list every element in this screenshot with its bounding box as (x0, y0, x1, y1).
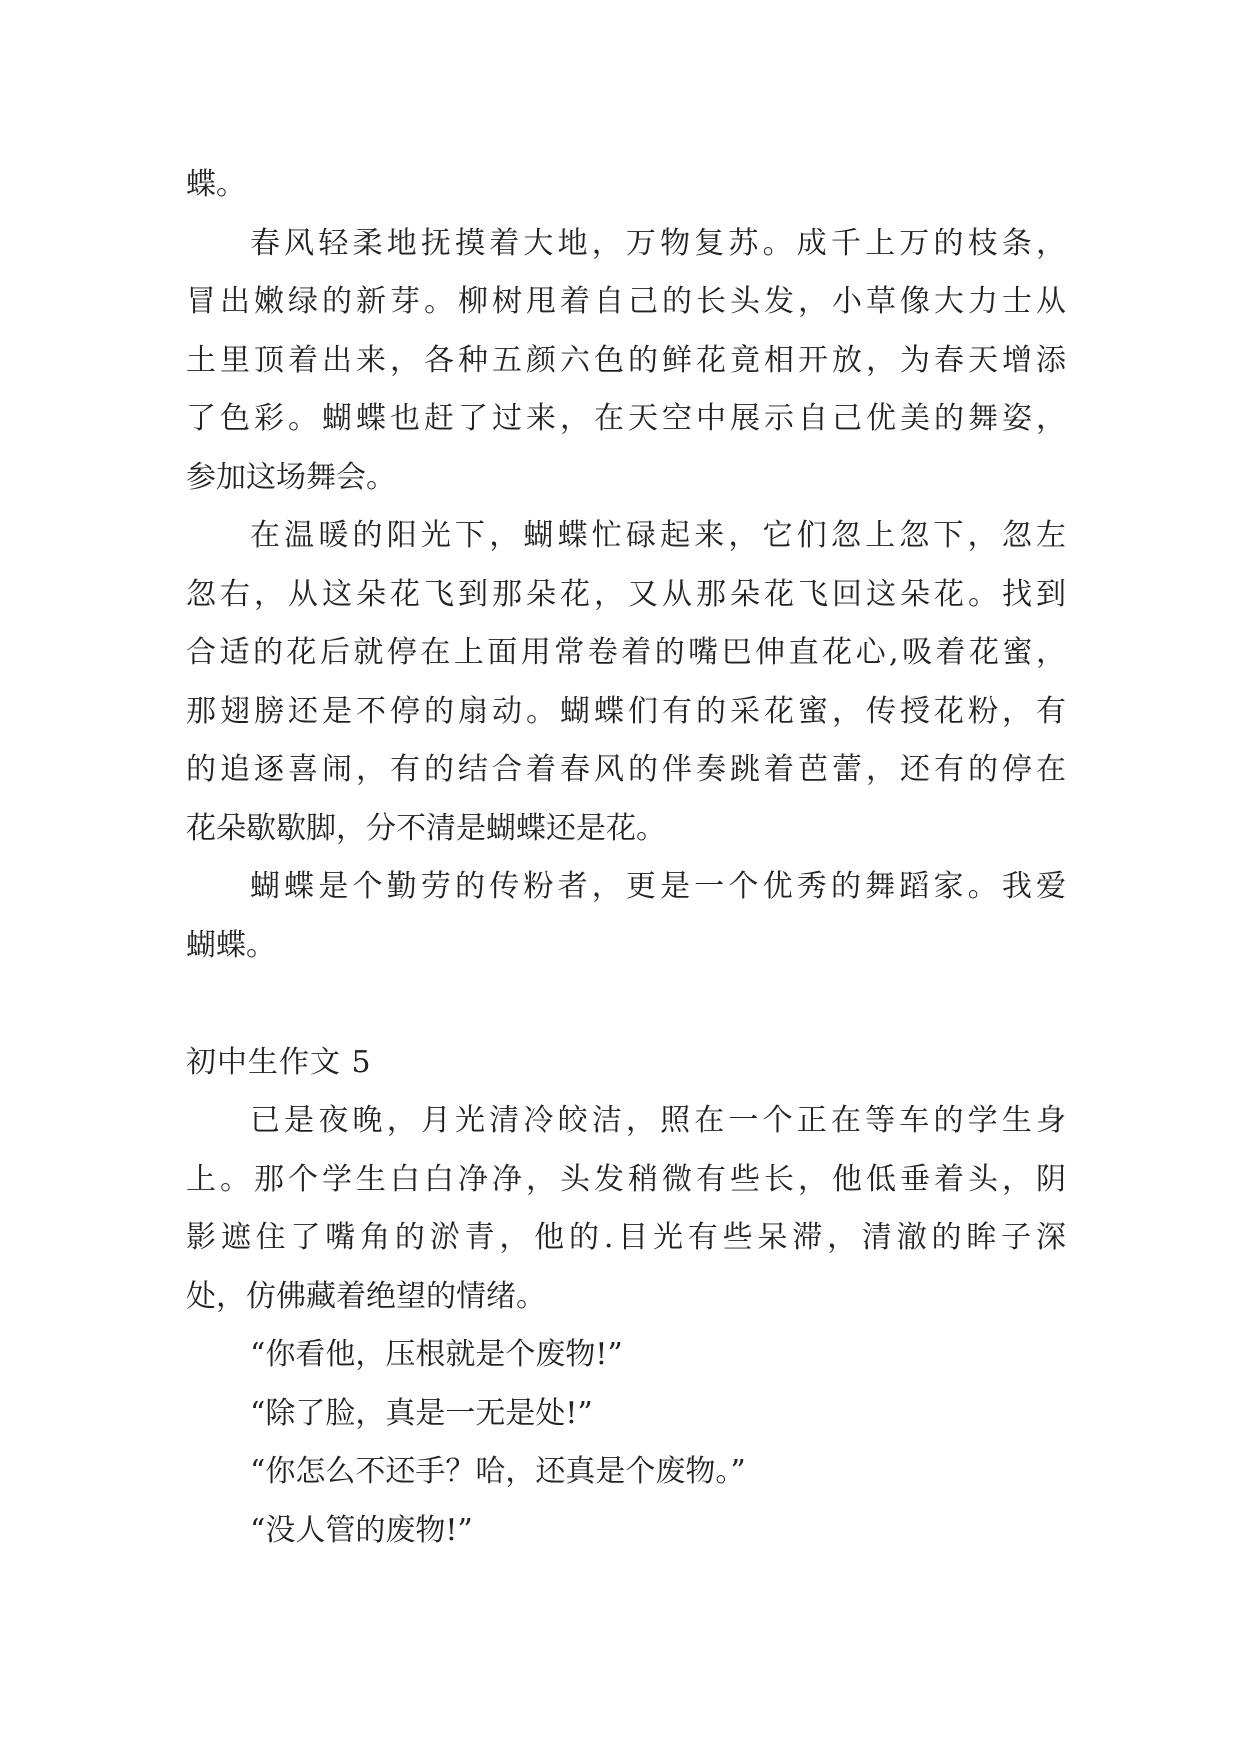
dialogue-line: “你看他，压根就是个废物!” (250, 1337, 623, 1372)
paragraph-line: 的追逐喜闹，有的结合着春风的伴奏跳着芭蕾，还有的停在 (186, 752, 1066, 787)
paragraph-line: 春风轻柔地抚摸着大地，万物复苏。成千上万的枝条， (250, 225, 1066, 261)
paragraph-line: 合适的花后就停在上面用常卷着的嘴巴伸直花心,吸着花蜜， (186, 635, 1066, 670)
paragraph-conclusion (186, 858, 1066, 975)
section-heading: 初中生作文 5 (186, 1044, 372, 1080)
paragraph-night-scene (186, 1092, 1066, 1326)
essay-text (186, 156, 1066, 1560)
dialogue-line: “没人管的废物!” (250, 1512, 473, 1548)
paragraph-line: 冒出嫩绿的新芽。柳树甩着自己的长头发，小草像大力士从 (186, 284, 1066, 319)
paragraph-line: 忽右，从这朵花飞到那朵花，又从那朵花飞回这朵花。找到 (186, 576, 1066, 612)
blank-line (186, 975, 1066, 1034)
paragraph-line: 已是夜晚，月光清冷皎洁，照在一个正在等车的学生身 (250, 1103, 1066, 1138)
paragraph-butterfly-work (186, 507, 1066, 858)
paragraph-line: 那翅膀还是不停的扇动。蝴蝶们有的采花蜜，传授花粉，有 (186, 693, 1066, 729)
paragraph-line: 蝴蝶。 (186, 927, 276, 963)
paragraph-line: 处，仿佛藏着绝望的情绪。 (186, 1278, 546, 1314)
paragraph-line: 在温暖的阳光下，蝴蝶忙碌起来，它们忽上忽下，忽左 (250, 518, 1066, 553)
paragraph-line: 蝴蝶是个勤劳的传粉者，更是一个优秀的舞蹈家。我爱 (250, 869, 1066, 904)
paragraph-line: 了色彩。蝴蝶也赶了过来，在天空中展示自己优美的舞姿， (186, 401, 1066, 436)
dialogue-block (186, 1326, 1066, 1560)
paragraph-spring (186, 215, 1066, 508)
paragraph-line: 土里顶着出来，各种五颜六色的鲜花竟相开放，为春天增添 (186, 342, 1066, 378)
paragraph-1-tail: 蝶。 (186, 167, 246, 202)
paragraph-line: 花朵歇歇脚，分不清是蝴蝶还是花。 (186, 810, 666, 846)
paragraph-line: 影遮住了嘴角的淤青，他的.目光有些呆滞，清澈的眸子深 (186, 1220, 1066, 1255)
dialogue-line: “你怎么不还手？哈，还真是个废物。” (250, 1454, 746, 1489)
paragraph-line: 上。那个学生白白净净，头发稍微有些长，他低垂着头，阴 (186, 1161, 1066, 1197)
dialogue-line: “除了脸，真是一无是处!” (250, 1395, 593, 1431)
paragraph-line: 参加这场舞会。 (186, 459, 396, 495)
